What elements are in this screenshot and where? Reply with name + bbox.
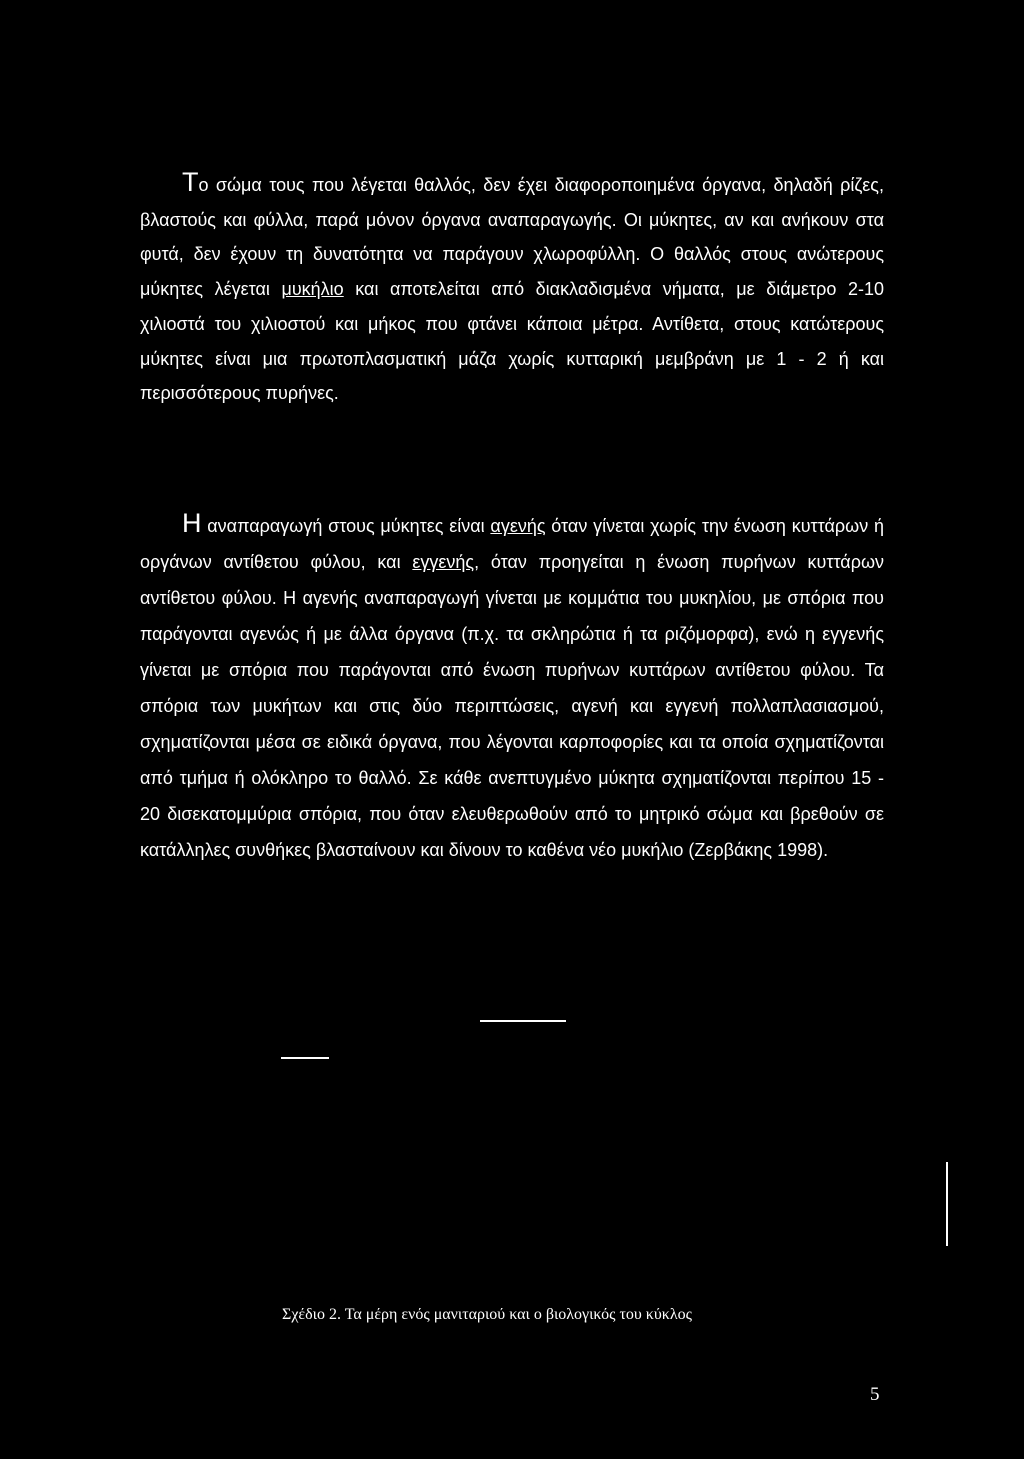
caption-text: Τα μέρη ενός μανιταριού και ο βιολογικός του κύκλος — [340, 1306, 692, 1323]
term-asexual: αγενής — [490, 516, 546, 536]
paragraph-text: και αποτελείται από διακλαδισμένα νήματα, με διάμετρο 2-10 χιλιοστά του χιλιοστού και μήκος που φτάνει κάποια μέτρα. Αντίθετα, στους κατώτερους μύκητες είναι μια πρωτοπλασματική μάζα χωρίς κυτταρική μεμβράνη με 1 - 2 ή και περισσότερους πυρήνες. — [140, 279, 884, 404]
paragraph-thallus — [140, 168, 884, 411]
term-mycelium: μυκήλιο — [281, 279, 344, 300]
figure-line-lower — [281, 1057, 329, 1059]
page-number: 5 — [870, 1384, 880, 1405]
first-letter: Η — [182, 508, 202, 538]
figure-line-upper — [480, 1020, 566, 1022]
paragraph-text: ο σώμα τους που λέγεται θαλλός, δεν έχει διαφοροποιημένα όργανα, δηλαδή ρίζες, βλαστούς και φύλλα, παρά μόνον όργανα αναπαραγωγής. Οι μύκητες, αν και ανήκουν στα φυτά, δεν έχουν τη δυνατότητα να παράγουν χλωροφύλλη. Ο θαλλός στους ανώτερους μύκητες λέγεται — [140, 175, 884, 300]
figure-line-vertical — [946, 1162, 948, 1246]
figure-caption — [282, 1306, 692, 1324]
paragraph-text: , όταν προηγείται η ένωση πυρήνων κυττάρων αντίθετου φύλου. Η αγενής αναπαραγωγή γίνεται με κομμάτια του μυκηλίου, με σπόρια που παράγονται αγενώς ή με άλλα όργανα (π.χ. τα σκληρώτια ή τα ριζόμορφα), ενώ η εγγενής γίνεται με σπόρια που παράγονται από ένωση πυρήνων κυττάρων αντίθετου φύλου. Τα σπόρια των μυκήτων και στις δύο περιπτώσεις, αγενή και εγγενή πολλαπλασιασμού, σχηματίζονται μέσα σε ειδικά όργανα, που λέγονται καρποφορίες και τα οποία σχηματίζονται από τμήμα ή ολόκληρο το θαλλό. Σε κάθε ανεπτυγμένο μύκητα σχηματίζονται περίπου 15 - 20 δισεκατομμύρια σπόρια, που όταν ελευθερωθούν από το μητρικό σώμα και βρεθούν σε κατάλληλες συνθήκες βλασταίνουν και δίνουν το καθένα νέο μυκήλιο (Ζερβάκης 1998). — [140, 552, 884, 860]
paragraph-text: όταν γίνεται χωρίς την ένωση κυττάρων ή οργάνων αντίθετου φύλου, και — [140, 516, 884, 572]
term-sexual: εγγενής — [412, 552, 475, 572]
paragraph-reproduction — [140, 508, 884, 868]
first-letter: Τ — [182, 167, 199, 197]
paragraph-text: αναπαραγωγή στους μύκητες είναι — [201, 516, 491, 536]
caption-label: Σχέδιο 2. — [282, 1306, 341, 1323]
